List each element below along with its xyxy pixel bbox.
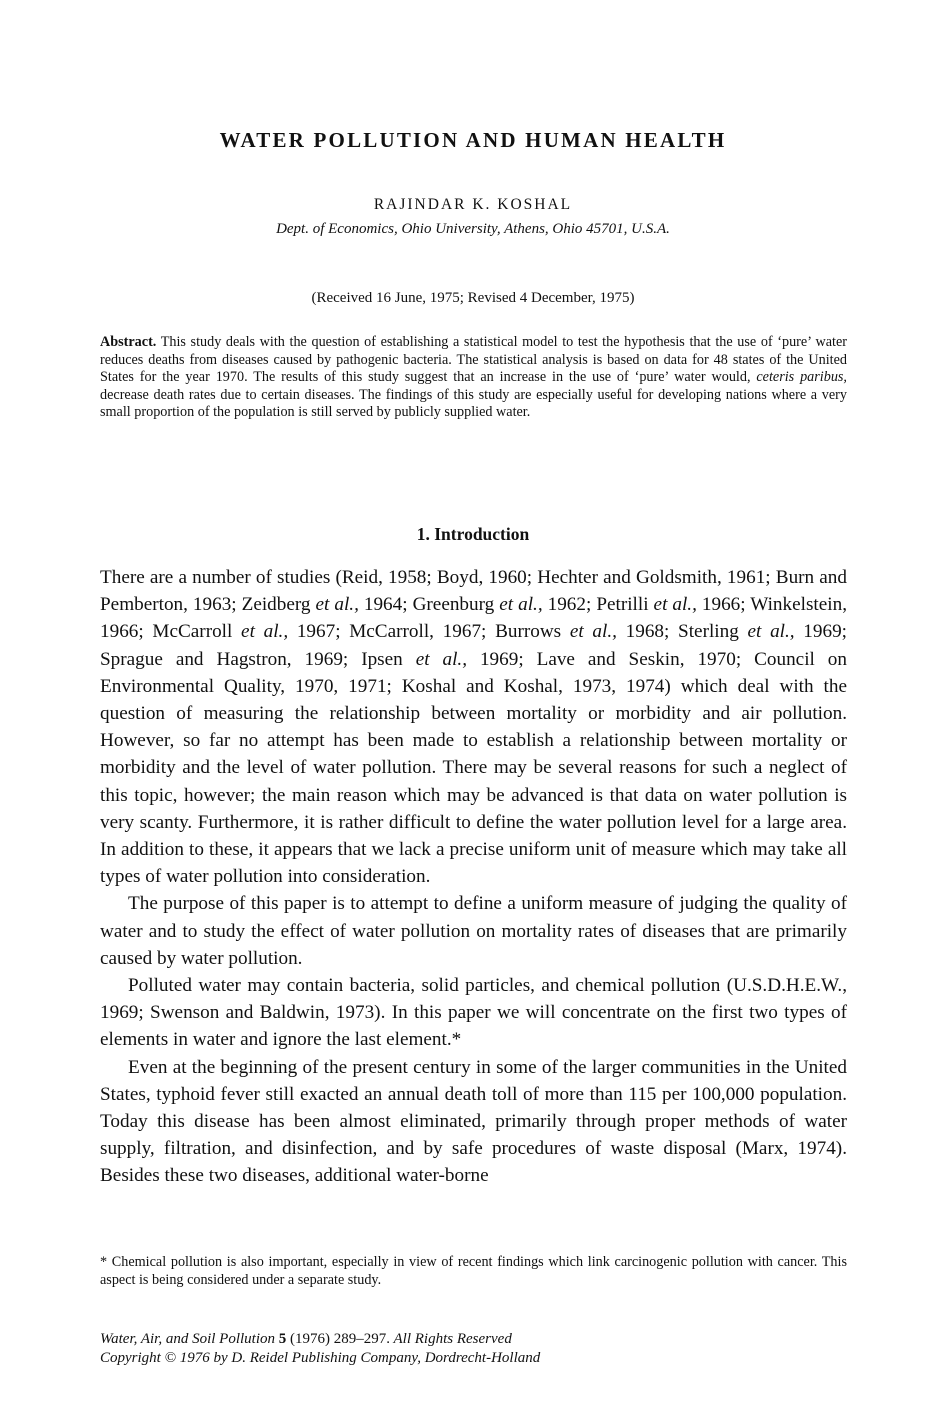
abstract xyxy=(100,334,847,422)
p1-et-al: et al., xyxy=(415,648,468,670)
p1-et-al: et al., xyxy=(653,594,697,616)
p1-text: 1962; Petrilli xyxy=(542,594,654,616)
p1-text: 1966; Winkelstein, 1966; McCarroll xyxy=(100,594,847,643)
paper-title: WATER POLLUTION AND HUMAN HEALTH xyxy=(219,128,727,152)
journal-volume: 5 xyxy=(278,1331,287,1347)
introduction-body xyxy=(100,564,847,1190)
p1-text: 1964; Greenburg xyxy=(358,594,500,616)
abstract-label: Abstract. xyxy=(100,334,157,350)
p1-text: 1968; Sterling xyxy=(616,621,748,643)
journal-pages: (1976) 289–297. xyxy=(290,1331,391,1347)
paragraph-2: The purpose of this paper is to attempt to define a uniform measure of judging the quality of water and to study the effect of water pollution on mortality rates of diseases that are primarily caused by water pollution. xyxy=(100,893,847,969)
p1-et-al: et al., xyxy=(315,594,359,616)
paragraph-3: Polluted water may contain bacteria, solid particles, and chemical pollution (U.S.D.H.E.W., 1969; Swenson and Baldwin, 1973). In this paper we will concentrate on the first two types of elements in water and ignore the last element.* xyxy=(100,975,847,1051)
p1-text: 1969; Sprague and Hagstron, 1969; Ipsen xyxy=(100,621,848,670)
copyright-line: Copyright © 1976 by D. Reidel Publishing Company, Dordrecht-Holland xyxy=(100,1349,541,1366)
author-name: RAJINDAR K. KOSHAL xyxy=(373,196,573,213)
p1-et-al: et al., xyxy=(241,621,289,643)
abstract-text-part-2: decrease death rates due to certain diseases. The findings of this study are especially useful for developing nations where a very small proportion of the population is still served by publicly supplied water. xyxy=(100,386,847,421)
journal-citation xyxy=(100,1330,847,1367)
p1-text: There are a number of studies (Reid, 1958; Boyd, 1960; Hechter and Goldsmith, 1961; Burn and Pemberton, 1963; Zeidberg xyxy=(100,567,847,616)
section-heading-introduction: 1. Introduction xyxy=(416,524,530,544)
p1-et-al: et al., xyxy=(499,594,543,616)
paragraph-4: Even at the beginning of the present century in some of the larger communities in the United States, typhoid fever still exacted an annual death toll of more than 115 per 100,000 population. Today this disease has been almost eliminated, primarily through proper methods of water supply, filtration, and disinfection, and by safe procedures of waste disposal (Marx, 1974). Besides these two diseases, additional water-borne xyxy=(100,1056,847,1187)
footnote: * Chemical pollution is also important, especially in view of recent findings which link carcinogenic pollution with cancer. This aspect is being considered under a separate study. xyxy=(100,1254,847,1288)
p1-text: 1967; McCarroll, 1967; Burrows xyxy=(288,621,570,643)
abstract-text-part-1: This study deals with the question of establishing a statistical model to test the hypothesis that the use of ‘pure’ water reduces deaths from diseases caused by pathogenic bacteria. The statistical analysis is based on data for 48 states of the United States for the year 1970. The results of this study suggest that an increase in the use of ‘pure’ water would, xyxy=(100,334,847,386)
abstract-emphasis: ceteris paribus, xyxy=(756,369,847,386)
journal-rights: All Rights Reserved xyxy=(393,1331,512,1347)
p1-et-al: et al., xyxy=(569,621,617,643)
journal-name: Water, Air, and Soil Pollution xyxy=(100,1331,276,1347)
author-affiliation: Dept. of Economics, Ohio University, Athens, Ohio 45701, U.S.A. xyxy=(276,221,670,237)
p1-et-al: et al., xyxy=(747,621,795,643)
journal-line xyxy=(100,1330,847,1349)
p1-text: 1969; Lave and Seskin, 1970; Council on Environmental Quality, 1970, 1971; Koshal and Koshal, 1973, 1974) which deal with the question of measuring the relationship between mortality or morbidity and air pollution. However, so far no attempt has been made to establish a relationship between mortality or morbidity and the level of water pollution. There may be several reasons for such a neglect of this topic, however; the main reason which may be advanced is that data on water pollution is very scanty. Furthermore, it is rather difficult to define the water pollution level for a large area. In addition to these, it appears that we lack a precise uniform unit of measure which may take all types of water pollution into consideration. xyxy=(100,648,847,888)
received-dates: (Received 16 June, 1975; Revised 4 December, 1975) xyxy=(311,290,635,306)
paragraph-1 xyxy=(100,564,847,890)
